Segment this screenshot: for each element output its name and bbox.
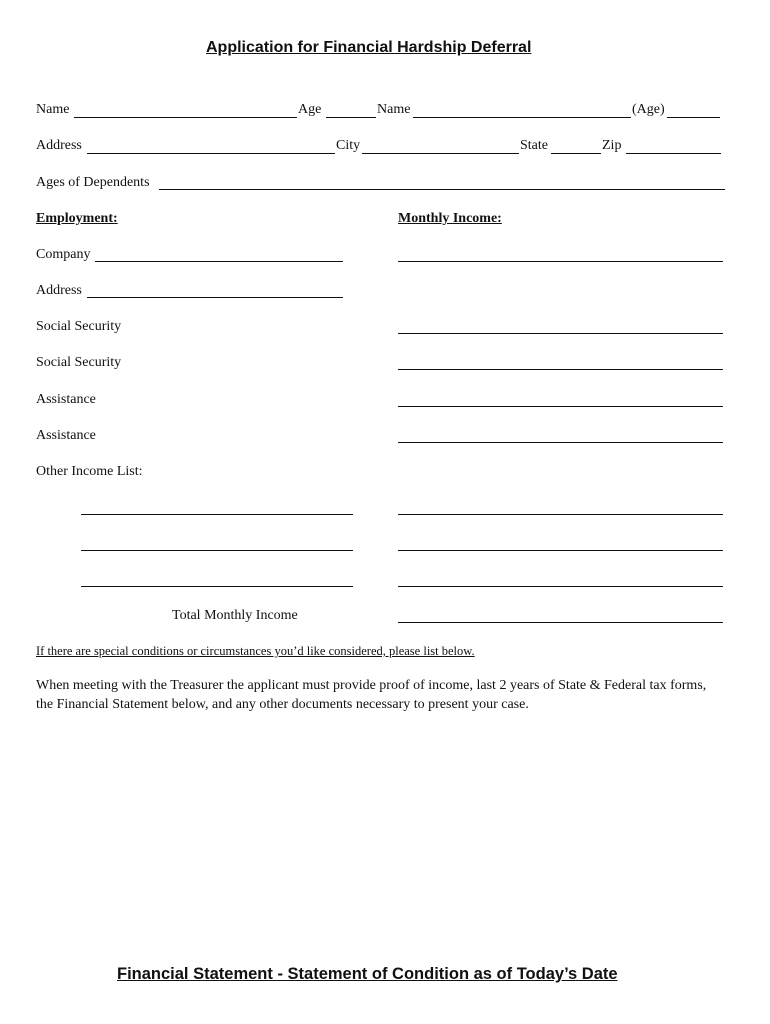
assistance-label-2: Assistance	[36, 428, 96, 443]
assistance-income-field-2[interactable]	[398, 442, 723, 443]
other-income-amount-field-2[interactable]	[398, 550, 723, 551]
social-security-label-1: Social Security	[36, 319, 122, 334]
employer-address-field[interactable]	[87, 297, 343, 298]
state-field[interactable]	[551, 153, 601, 154]
dependents-label: Ages of Dependents	[36, 175, 150, 190]
social-security-income-field-1[interactable]	[398, 333, 723, 334]
other-income-item-field-3[interactable]	[81, 586, 353, 587]
social-security-income-field-2[interactable]	[398, 369, 723, 370]
city-field[interactable]	[362, 153, 519, 154]
other-income-item-field-1[interactable]	[81, 514, 353, 515]
age-field[interactable]	[326, 117, 376, 118]
total-monthly-income-field[interactable]	[398, 622, 723, 623]
address-label: Address	[36, 138, 82, 153]
name-label: Name	[36, 102, 70, 117]
age2-label: (Age)	[632, 102, 665, 117]
city-label: City	[336, 138, 361, 153]
age-label: Age	[298, 102, 322, 117]
other-income-item-field-2[interactable]	[81, 550, 353, 551]
page-title: Application for Financial Hardship Deferral	[206, 39, 532, 56]
social-security-label-2: Social Security	[36, 355, 122, 370]
name-field[interactable]	[74, 117, 297, 118]
special-conditions-note: If there are special conditions or circumstances you’d like considered, please list below.	[36, 644, 475, 658]
name2-field[interactable]	[413, 117, 631, 118]
total-monthly-income-label: Total Monthly Income	[172, 608, 298, 623]
monthly-income-header: Monthly Income:	[398, 211, 502, 226]
age2-field[interactable]	[667, 117, 720, 118]
company-label: Company	[36, 247, 91, 262]
company-field[interactable]	[95, 261, 343, 262]
employer-address-label: Address	[36, 283, 82, 298]
name2-label: Name	[377, 102, 411, 117]
other-income-amount-field-1[interactable]	[398, 514, 723, 515]
other-income-label: Other Income List:	[36, 464, 143, 479]
assistance-income-field-1[interactable]	[398, 406, 723, 407]
financial-statement-title: Financial Statement - Statement of Condition as of Today’s Date	[117, 965, 618, 983]
address-field[interactable]	[87, 153, 335, 154]
assistance-label-1: Assistance	[36, 392, 96, 407]
instructions-paragraph: When meeting with the Treasurer the applicant must provide proof of income, last 2 years of State & Federal tax forms, the Financial Statement below, and any other documents necessary to present your case.	[36, 678, 707, 712]
other-income-amount-field-3[interactable]	[398, 586, 723, 587]
employment-header: Employment:	[36, 211, 118, 226]
zip-field[interactable]	[626, 153, 721, 154]
dependents-field[interactable]	[159, 189, 725, 190]
zip-label: Zip	[602, 138, 622, 153]
company-income-field[interactable]	[398, 261, 723, 262]
state-label: State	[520, 138, 548, 153]
